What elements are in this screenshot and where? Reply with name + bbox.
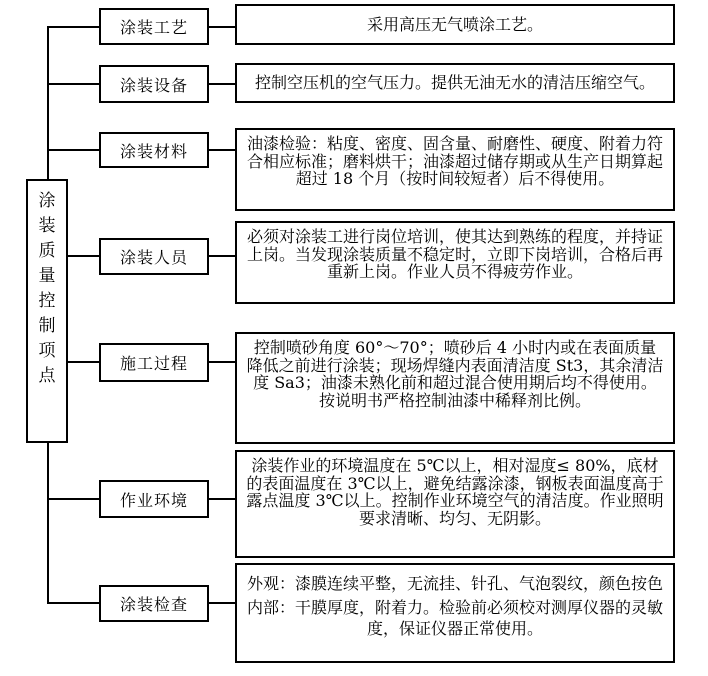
detail-text: 控制空压机的空气压力。提供无油无水的清洁压缩空气。 — [254, 73, 655, 93]
detail-text-internal: 内部：干膜厚度，附着力。检验前必须校对测厚仪器的灵敏度，保证仪器正常使用。 — [246, 598, 663, 638]
category-node-coating-equipment — [99, 65, 209, 103]
category-label: 涂装材料 — [119, 141, 188, 161]
category-node-work-environment — [99, 480, 209, 518]
trunk-line-upper — [47, 26, 49, 179]
branch-line — [47, 149, 99, 151]
detail-node-coating-equipment — [235, 63, 675, 103]
detail-node-coating-personnel — [235, 221, 675, 304]
detail-node-coating-material — [235, 128, 675, 211]
connector-line — [208, 498, 235, 500]
category-node-coating-material — [99, 132, 209, 168]
connector-line — [208, 26, 235, 28]
detail-text: 涂装作业的环境温度在 5℃以上，相对湿度≤ 80%，底材的表面温度在 3℃以上，避免结露涂漆，钢板表面温度高于露点温度 3℃以上。控制作业环境空气的清洁度。作业照明要求清晰、均匀、无阴影。 — [246, 456, 664, 528]
category-label: 施工过程 — [119, 354, 188, 373]
detail-node-coating-process — [235, 4, 675, 45]
connector-line — [208, 83, 235, 85]
detail-text: 采用高压无气喷涂工艺。 — [366, 14, 543, 34]
category-label: 作业环境 — [119, 490, 188, 510]
detail-node-work-environment — [235, 450, 675, 558]
root-node — [26, 179, 68, 443]
branch-line — [47, 498, 99, 500]
detail-text: 控制喷砂角度 60°～70°；喷砂后 4 小时内或在表面质量降低之前进行涂装；现场焊缝内表面清洁度 St3，其余清洁度 Sa3；油漆未熟化前和超过混合使用期后均不得使用。按说明书严格控制油漆中稀释剂比例。 — [246, 338, 664, 410]
category-label: 涂装检查 — [119, 595, 188, 614]
connector-line — [208, 255, 235, 257]
root-label: 涂装质量控制项点 — [38, 191, 56, 386]
category-node-coating-process — [99, 8, 209, 45]
category-label: 涂装人员 — [119, 248, 188, 267]
category-label: 涂装工艺 — [119, 18, 188, 37]
category-label: 涂装设备 — [119, 75, 188, 95]
category-node-coating-personnel — [99, 238, 209, 275]
trunk-line-lower — [47, 443, 49, 604]
branch-line — [47, 26, 99, 28]
connector-line — [208, 602, 235, 604]
branch-line — [68, 255, 99, 257]
detail-node-construction-process — [235, 332, 675, 444]
detail-text: 必须对涂装工进行岗位培训，使其达到熟练的程度，并持证上岗。当发现涂装质量不稳定时，立即下岗培训，合格后再重新上岗。作业人员不得疲劳作业。 — [246, 227, 663, 281]
branch-line — [47, 83, 99, 85]
category-node-construction-process — [99, 343, 209, 382]
detail-text: 油漆检验：粘度、密度、固含量、耐磨性、硬度、附着力符合相应标准；磨料烘干；油漆超过储存期或从生产日期算起超过 18 个月（按时间较短者）后不得使用。 — [246, 134, 663, 188]
category-node-coating-inspection — [99, 585, 209, 622]
detail-text-appearance: 外观：漆膜连续平整，无流挂、针孔、气泡裂纹，颜色按色 — [246, 574, 663, 593]
branch-line — [68, 361, 99, 363]
detail-node-coating-inspection — [235, 563, 675, 663]
connector-line — [208, 149, 235, 151]
branch-line — [47, 602, 99, 604]
connector-line — [208, 361, 235, 363]
